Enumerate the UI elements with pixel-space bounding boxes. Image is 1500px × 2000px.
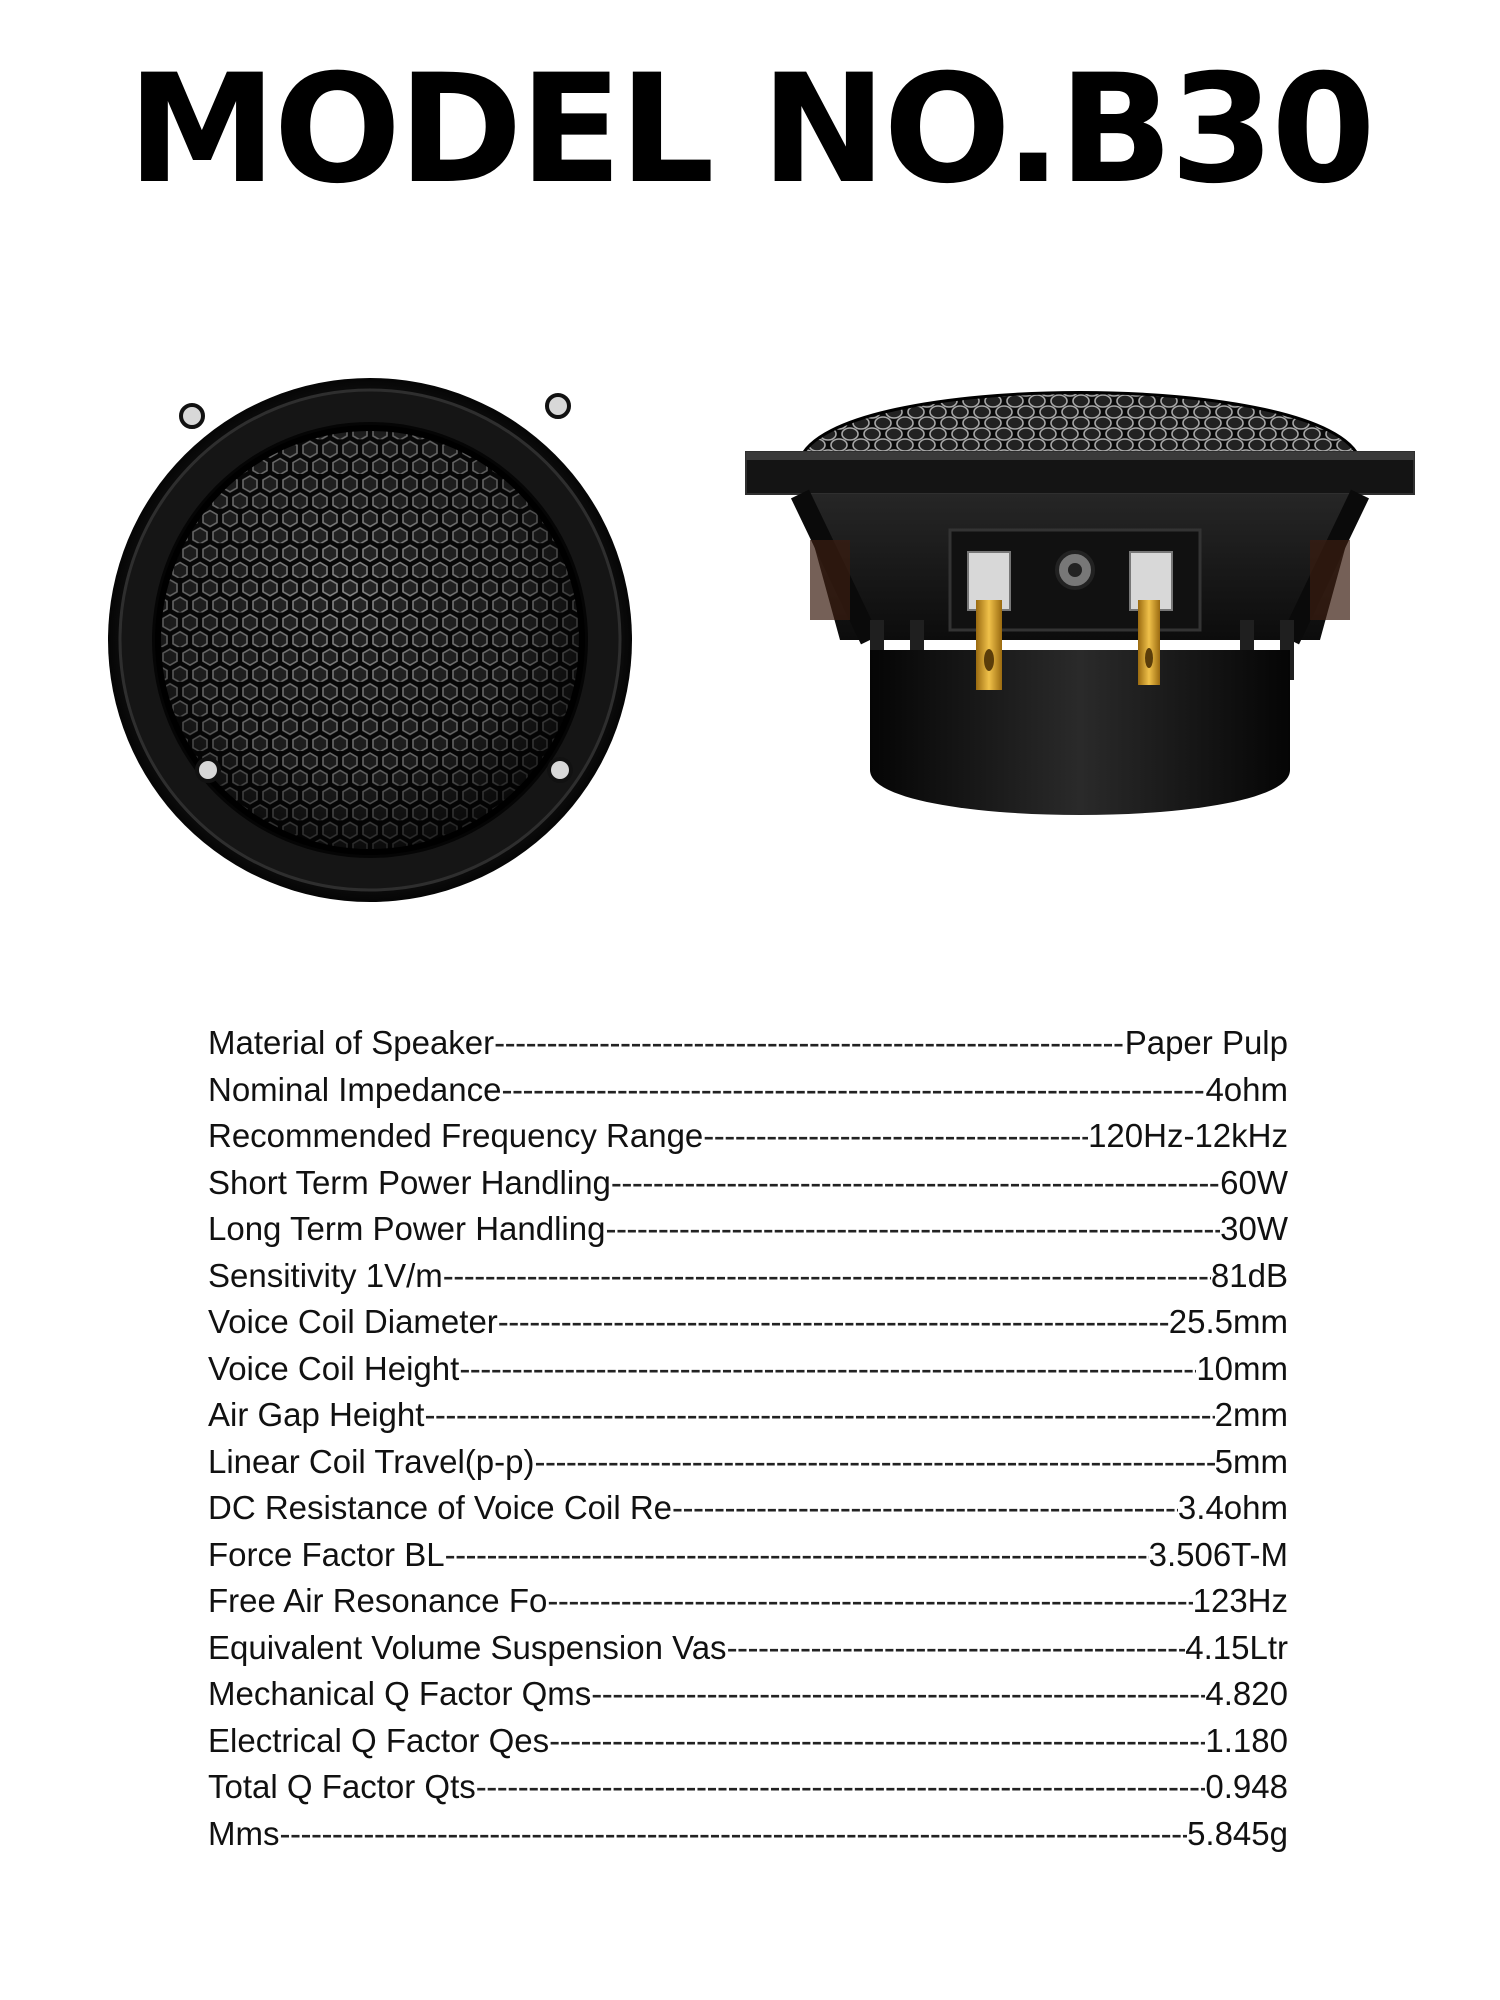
spec-label: DC Resistance of Voice Coil Re <box>208 1489 673 1526</box>
spec-leader-dashes <box>591 1671 1205 1718</box>
spec-leader-dashes <box>672 1485 1178 1532</box>
spec-leader-dashes <box>605 1206 1220 1253</box>
spec-row <box>208 1811 1288 1858</box>
spec-value: 10mm <box>1196 1349 1288 1387</box>
spec-row <box>208 1764 1288 1811</box>
spec-label: Voice Coil Diameter <box>208 1303 498 1340</box>
spec-row <box>208 1439 1288 1486</box>
spec-row <box>208 1160 1288 1207</box>
spec-leader-dashes <box>534 1439 1214 1486</box>
spec-leader-dashes <box>279 1811 1187 1858</box>
spec-value: 123Hz <box>1192 1582 1288 1619</box>
spec-leader-dashes <box>498 1299 1169 1346</box>
spec-value: 4ohm <box>1205 1070 1288 1108</box>
spec-leader-dashes <box>549 1718 1205 1765</box>
spec-label: Material of Speaker <box>208 1024 495 1061</box>
spec-leader-dashes <box>502 1067 1206 1114</box>
spec-value: 81dB <box>1210 1256 1288 1294</box>
spec-row <box>208 1718 1288 1765</box>
spec-leader-dashes <box>476 1764 1206 1811</box>
spec-label: Nominal Impedance <box>208 1070 502 1108</box>
spec-leader-dashes <box>494 1020 1125 1067</box>
spec-label: Linear Coil Travel(p-p) <box>208 1442 535 1480</box>
spec-row <box>208 1253 1288 1300</box>
spec-label: Recommended Frequency Range <box>208 1117 704 1154</box>
spec-value: Paper Pulp <box>1124 1024 1288 1061</box>
spec-value: 1.180 <box>1205 1721 1288 1759</box>
spec-row <box>208 1485 1288 1532</box>
spec-leader-dashes <box>445 1532 1149 1579</box>
spec-value: 120Hz-12kHz <box>1088 1117 1288 1154</box>
spec-row <box>208 1113 1288 1160</box>
spec-label: Free Air Resonance Fo <box>208 1582 548 1619</box>
spec-value: 60W <box>1220 1163 1288 1201</box>
spec-leader-dashes <box>443 1253 1211 1300</box>
spec-value: 5.845g <box>1187 1814 1288 1852</box>
spec-leader-dashes <box>611 1160 1220 1207</box>
spec-value: 2mm <box>1214 1396 1288 1433</box>
spec-value: 0.948 <box>1205 1768 1288 1805</box>
spec-row <box>208 1206 1288 1253</box>
spec-label: Long Term Power Handling <box>208 1210 606 1247</box>
speaker-side-image <box>740 390 1420 830</box>
spec-row <box>208 1346 1288 1393</box>
spec-value: 3.506T-M <box>1148 1535 1288 1573</box>
spec-value: 4.820 <box>1205 1675 1288 1712</box>
spec-leader-dashes <box>547 1578 1192 1625</box>
spec-leader-dashes <box>424 1392 1214 1439</box>
spec-label: Electrical Q Factor Qes <box>208 1721 550 1759</box>
spec-row <box>208 1532 1288 1579</box>
spec-label: Force Factor BL <box>208 1535 445 1573</box>
spec-list <box>208 1020 1288 1857</box>
spec-label: Voice Coil Height <box>208 1349 460 1387</box>
spec-label: Total Q Factor Qts <box>208 1768 476 1805</box>
spec-value: 30W <box>1220 1210 1288 1247</box>
spec-leader-dashes <box>459 1346 1196 1393</box>
spec-row <box>208 1671 1288 1718</box>
spec-row <box>208 1625 1288 1672</box>
spec-label: Air Gap Height <box>208 1396 425 1433</box>
spec-leader-dashes <box>703 1113 1088 1160</box>
spec-row <box>208 1392 1288 1439</box>
spec-label: Mms <box>208 1814 280 1852</box>
spec-label: Short Term Power Handling <box>208 1163 611 1201</box>
page-title: MODEL NO.B30 <box>127 43 1373 217</box>
spec-label: Sensitivity 1V/m <box>208 1256 443 1294</box>
spec-value: 4.15Ltr <box>1185 1628 1288 1666</box>
spec-label: Mechanical Q Factor Qms <box>208 1675 592 1712</box>
spec-row <box>208 1067 1288 1114</box>
spec-row <box>208 1020 1288 1067</box>
spec-label: Equivalent Volume Suspension Vas <box>208 1628 727 1666</box>
spec-leader-dashes <box>727 1625 1186 1672</box>
spec-row <box>208 1299 1288 1346</box>
spec-value: 5mm <box>1214 1442 1288 1480</box>
spec-value: 25.5mm <box>1168 1303 1288 1340</box>
speaker-front-image <box>100 370 640 910</box>
spec-row <box>208 1578 1288 1625</box>
spec-value: 3.4ohm <box>1177 1489 1288 1526</box>
